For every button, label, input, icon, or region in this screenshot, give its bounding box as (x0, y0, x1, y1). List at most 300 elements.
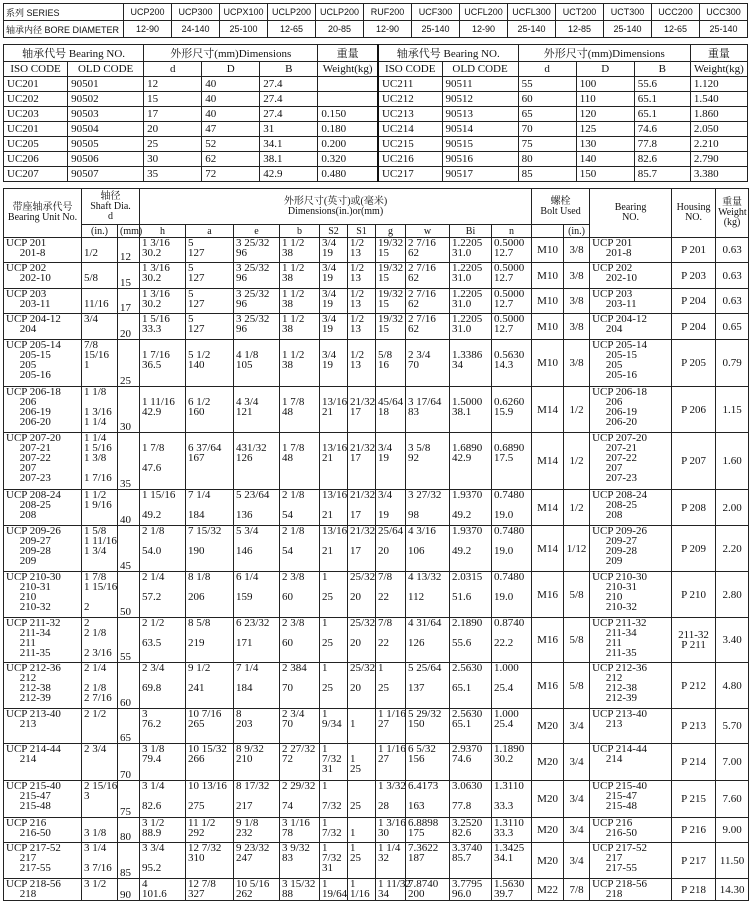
iso-code-header: ISO CODE (4, 62, 68, 77)
dim-b: 2 384 70 (280, 663, 320, 709)
dim-h: 2 3/4 69.8 (140, 663, 186, 709)
shaft-mm: 80 (118, 818, 140, 843)
left-old-code: 90507 (68, 167, 144, 182)
bolt-size: M10 (532, 289, 564, 314)
bolt-size: M14 (532, 526, 564, 572)
left-D: 40 (202, 92, 260, 107)
weight: 2.20 (716, 526, 749, 572)
bearing-no: UCP 218-56 218 (590, 879, 672, 901)
bolt-size: M22 (532, 879, 564, 901)
dim-h: 1 5/16 33.3 (140, 314, 186, 340)
dim-s2: 1 9/34 (320, 709, 348, 744)
bolt-size: M10 (532, 340, 564, 387)
dim-bi: 1.2205 31.0 (450, 314, 492, 340)
housing-no: P 218 (672, 879, 716, 901)
bolt-size: M10 (532, 238, 564, 263)
housing-no: P 208 (672, 490, 716, 526)
right-iso-code: UC217 (378, 167, 442, 182)
dim-a: 5 127 (186, 289, 234, 314)
bolt-in: 7/8 (564, 879, 590, 901)
unit-no: UCP 205-14 205-15 205 205-16 (4, 340, 82, 387)
series-name: UCT200 (556, 4, 604, 21)
unit-no: UCP 216 216-50 (4, 818, 82, 843)
unit-header: 带座轴承代号 Bearing Unit No. (4, 189, 82, 238)
dim-w: 4 3/16 106 (406, 526, 450, 572)
bearing-no-main-header: Bearing NO. (590, 189, 672, 238)
housing-no: P 213 (672, 709, 716, 744)
bolt-in: 3/8 (564, 263, 590, 289)
dim-b: 3 9/32 83 (280, 843, 320, 879)
shaft-in: 2 15/16 3 (82, 781, 118, 818)
housing-no: P 201 (672, 238, 716, 263)
bearing-no: UCP 207-20 207-21 207-22 207 207-23 (590, 433, 672, 490)
weight-cn-header-right: 重量 (690, 45, 747, 62)
table-row (4, 818, 749, 843)
dim-bi: 3.0630 77.8 (450, 781, 492, 818)
dim-w: 6.8898 175 (406, 818, 450, 843)
dim-h: 1 15/16 49.2 (140, 490, 186, 526)
table-row (4, 843, 749, 879)
housing-no: P 206 (672, 387, 716, 433)
bolt-size: M20 (532, 744, 564, 781)
weight: 7.00 (716, 744, 749, 781)
series-bore: 12-90 (124, 21, 172, 38)
dim-bi: 1.2205 31.0 (450, 263, 492, 289)
housing-no: P 207 (672, 433, 716, 490)
dim-s2: 13/16 21 (320, 526, 348, 572)
left-D: 52 (202, 137, 260, 152)
old-code-header: OLD CODE (68, 62, 144, 77)
dim-a: 5 127 (186, 238, 234, 263)
dim-e: 3 25/32 96 (234, 238, 280, 263)
weight: 2.00 (716, 490, 749, 526)
table-row (4, 263, 749, 289)
dim-g: 1 3/32 28 (376, 781, 406, 818)
right-old-code: 90512 (442, 92, 518, 107)
right-D: 130 (576, 137, 634, 152)
dim-g: 1 1/16 27 (376, 709, 406, 744)
bolt-in: 5/8 (564, 572, 590, 618)
bolt-in: 3/4 (564, 744, 590, 781)
dim-s1: 21/32 17 (348, 387, 376, 433)
right-B: 85.7 (634, 167, 690, 182)
dim-h: 1 3/16 30.2 (140, 238, 186, 263)
left-old-code: 90504 (68, 122, 144, 137)
housing-no: P 209 (672, 526, 716, 572)
series-name: UCP200 (124, 4, 172, 21)
series-bore: 12-65 (652, 21, 700, 38)
dim-h: 2 1/2 63.5 (140, 618, 186, 663)
dim-g: 45/64 18 (376, 387, 406, 433)
col-s1: S1 (348, 225, 376, 238)
dim-a: 5 127 (186, 314, 234, 340)
dim-h: 3 1/8 79.4 (140, 744, 186, 781)
dim-g: 3/4 19 (376, 490, 406, 526)
dim-s1: 21/32 17 (348, 526, 376, 572)
left-iso-code: UC206 (4, 152, 68, 167)
shaft-mm: 60 (118, 663, 140, 709)
dim-bi: 1.9370 49.2 (450, 526, 492, 572)
dim-s2: 3/4 19 (320, 289, 348, 314)
shaft-mm: 25 (118, 340, 140, 387)
dim-bi: 1.2205 31.0 (450, 238, 492, 263)
dim-bi: 2.0315 51.6 (450, 572, 492, 618)
left-weight: 0.320 (318, 152, 378, 167)
dim-e: 3 25/32 96 (234, 314, 280, 340)
dim-bi: 3.3740 85.7 (450, 843, 492, 879)
weight: 0.63 (716, 263, 749, 289)
dim-e: 6 1/4 159 (234, 572, 280, 618)
unit-no: UCP 217-52 217 217-55 (4, 843, 82, 879)
bearing-no: UCP 210-30 210-31 210 210-32 (590, 572, 672, 618)
dim-w: 5 29/32 150 (406, 709, 450, 744)
bearing-no: UCP 216 216-50 (590, 818, 672, 843)
right-iso-code: UC215 (378, 137, 442, 152)
weight-cn-header: 重量 (318, 45, 378, 62)
dim-n: 1.3110 33.3 (492, 818, 532, 843)
bearing-no-header: 轴承代号 Bearing NO. (4, 45, 144, 62)
col-bi: Bi (450, 225, 492, 238)
dim-b: 2 27/32 72 (280, 744, 320, 781)
dim-w: 7.8740 200 (406, 879, 450, 901)
housing-no: P 204 (672, 289, 716, 314)
bolt-size: M16 (532, 618, 564, 663)
shaft-mm: 65 (118, 709, 140, 744)
dim-a: 9 1/2 241 (186, 663, 234, 709)
shaft-mm: 45 (118, 526, 140, 572)
iso-code-header-right: ISO CODE (378, 62, 442, 77)
bearing-no: UCP 213-40 213 (590, 709, 672, 744)
left-d: 25 (144, 137, 202, 152)
bearing-no: UCP 209-26 209-27 209-28 209 (590, 526, 672, 572)
housing-no: P 205 (672, 340, 716, 387)
unit-no: UCP 214-44 214 (4, 744, 82, 781)
right-weight: 2.050 (690, 122, 747, 137)
dim-bi: 1.6890 42.9 (450, 433, 492, 490)
left-iso-code: UC207 (4, 167, 68, 182)
series-bore: 25-140 (700, 21, 748, 38)
dim-h: 3 1/2 88.9 (140, 818, 186, 843)
dim-s1: 1 25 (348, 843, 376, 879)
shaft-mm: 20 (118, 314, 140, 340)
shaft-in: 3/4 (82, 314, 118, 340)
bearing-no: UCP 205-14 205-15 205 205-16 (590, 340, 672, 387)
left-weight: 0.180 (318, 122, 378, 137)
dim-s2: 1 7/32 31 (320, 744, 348, 781)
bolt-in: 5/8 (564, 663, 590, 709)
shaft-in: 1 1/2 1 9/16 (82, 490, 118, 526)
dim-s1: 25 (348, 781, 376, 818)
table-row (4, 572, 749, 618)
right-weight: 1.540 (690, 92, 747, 107)
dim-bi: 3.2520 82.6 (450, 818, 492, 843)
weight-header-right: Weight(kg) (690, 62, 747, 77)
right-B: 65.1 (634, 107, 690, 122)
dim-e: 8 9/32 210 (234, 744, 280, 781)
left-D: 72 (202, 167, 260, 182)
left-d: 15 (144, 92, 202, 107)
dim-w: 3 17/64 83 (406, 387, 450, 433)
dim-w: 7.3622 187 (406, 843, 450, 879)
dim-h: 1 7/16 36.5 (140, 340, 186, 387)
unit-no: UCP 207-20 207-21 207-22 207 207-23 (4, 433, 82, 490)
col-h: h (140, 225, 186, 238)
shaft-in: 5/8 (82, 263, 118, 289)
dim-n: 0.7480 19.0 (492, 526, 532, 572)
right-d: 85 (518, 167, 576, 182)
dim-s1: 1/2 13 (348, 238, 376, 263)
dim-a: 6 37/64 167 (186, 433, 234, 490)
dim-w: 6.4173 163 (406, 781, 450, 818)
bolt-size: M20 (532, 781, 564, 818)
d-header-right: d (518, 62, 576, 77)
unit-no: UCP 208-24 208-25 208 (4, 490, 82, 526)
dim-e: 3 25/32 96 (234, 263, 280, 289)
dim-s2: 13/16 21 (320, 490, 348, 526)
right-old-code: 90516 (442, 152, 518, 167)
right-B: 65.1 (634, 92, 690, 107)
dim-w: 3 27/32 98 (406, 490, 450, 526)
dim-s2: 3/4 19 (320, 238, 348, 263)
right-weight: 1.860 (690, 107, 747, 122)
dim-g: 7/8 22 (376, 572, 406, 618)
table-row (4, 340, 749, 387)
unit-no: UCP 204-12 204 (4, 314, 82, 340)
housing-no: P 214 (672, 744, 716, 781)
table-row (4, 781, 749, 818)
left-B: 27.4 (260, 107, 318, 122)
shaft-mm: 50 (118, 572, 140, 618)
left-d: 30 (144, 152, 202, 167)
weight: 0.63 (716, 238, 749, 263)
col-e: e (234, 225, 280, 238)
dim-g: 7/8 22 (376, 618, 406, 663)
left-d: 17 (144, 107, 202, 122)
dim-b: 2 1/8 54 (280, 526, 320, 572)
dim-a: 10 13/16 275 (186, 781, 234, 818)
right-iso-code: UC214 (378, 122, 442, 137)
dim-g: 1 1/16 27 (376, 744, 406, 781)
dim-bi: 2.5630 65.1 (450, 663, 492, 709)
left-B: 27.4 (260, 92, 318, 107)
table-row (4, 663, 749, 709)
shaft-mm: 30 (118, 387, 140, 433)
series-bore: 12-90 (460, 21, 508, 38)
dim-b: 2 29/32 74 (280, 781, 320, 818)
series-bore: 24-140 (172, 21, 220, 38)
bearing-no: UCP 208-24 208-25 208 (590, 490, 672, 526)
weight: 7.60 (716, 781, 749, 818)
left-D: 47 (202, 122, 260, 137)
dim-b: 1 7/8 48 (280, 387, 320, 433)
series-bore: 25-140 (508, 21, 556, 38)
dim-s1: 1 (348, 818, 376, 843)
d-header: d (144, 62, 202, 77)
shaft-mm: 55 (118, 618, 140, 663)
bolt-size: M10 (532, 263, 564, 289)
mm-header: (mm) (118, 225, 140, 238)
dim-a: 12 7/32 310 (186, 843, 234, 879)
dim-g: 1 3/16 30 (376, 818, 406, 843)
col-n: n (492, 225, 532, 238)
dim-s2: 13/16 21 (320, 387, 348, 433)
weight-header: Weight(kg) (318, 62, 378, 77)
dim-w: 2 7/16 62 (406, 238, 450, 263)
dim-b: 2 3/4 70 (280, 709, 320, 744)
dim-s1: 25/32 20 (348, 663, 376, 709)
dim-bi: 1.3386 34 (450, 340, 492, 387)
housing-no: P 210 (672, 572, 716, 618)
dim-s2: 1 19/64 (320, 879, 348, 901)
bolt-in: 3/8 (564, 289, 590, 314)
shaft-mm: 75 (118, 781, 140, 818)
series-bore: 12-85 (556, 21, 604, 38)
in-header: (in.) (82, 225, 118, 238)
dim-n: 1.5630 39.7 (492, 879, 532, 901)
right-D: 150 (576, 167, 634, 182)
series-name: UCT300 (604, 4, 652, 21)
weight: 9.00 (716, 818, 749, 843)
series-bore: 25-100 (220, 21, 268, 38)
dim-n: 1.000 25.4 (492, 709, 532, 744)
table-row (4, 490, 749, 526)
dim-g: 19/32 15 (376, 314, 406, 340)
shaft-in: 2 3/4 (82, 744, 118, 781)
shaft-header: 轴径 Shaft Dia. d (82, 189, 140, 225)
unit-no: UCP 209-26 209-27 209-28 209 (4, 526, 82, 572)
dim-w: 3 5/8 92 (406, 433, 450, 490)
table-row (4, 744, 749, 781)
dim-n: 0.5000 12.7 (492, 238, 532, 263)
unit-no: UCP 212-36 212 212-38 212-39 (4, 663, 82, 709)
B-header-right: B (634, 62, 690, 77)
dim-a: 5 1/2 140 (186, 340, 234, 387)
housing-no: 211-32 P 211 (672, 618, 716, 663)
dim-a: 5 127 (186, 263, 234, 289)
right-B: 77.8 (634, 137, 690, 152)
dim-e: 4 3/4 121 (234, 387, 280, 433)
dim-s1: 1/2 13 (348, 263, 376, 289)
table-row (4, 618, 749, 663)
weight: 2.80 (716, 572, 749, 618)
weight: 0.65 (716, 314, 749, 340)
dim-g: 1 1/4 32 (376, 843, 406, 879)
dim-s1: 1/2 13 (348, 314, 376, 340)
dim-h: 1 3/16 30.2 (140, 289, 186, 314)
dim-n: 0.5000 12.7 (492, 314, 532, 340)
dim-a: 10 15/32 266 (186, 744, 234, 781)
table-row (4, 314, 749, 340)
unit-no: UCP 206-18 206 206-19 206-20 (4, 387, 82, 433)
housing-no: P 212 (672, 663, 716, 709)
dim-s2: 3/4 19 (320, 314, 348, 340)
weight-main-header: 重量 Weight (kg) (716, 189, 749, 238)
left-iso-code: UC205 (4, 137, 68, 152)
D-header-right: D (576, 62, 634, 77)
bolt-size: M20 (532, 709, 564, 744)
right-iso-code: UC213 (378, 107, 442, 122)
table-row (4, 238, 749, 263)
shaft-mm: 17 (118, 289, 140, 314)
dim-s2: 1 7/32 (320, 818, 348, 843)
dimensions-header: 外形尺寸(mm)Dimensions (144, 45, 318, 62)
shaft-mm: 35 (118, 433, 140, 490)
shaft-mm: 40 (118, 490, 140, 526)
series-name: UCF300 (412, 4, 460, 21)
bolt-size: M14 (532, 433, 564, 490)
shaft-in: 3 1/4 3 7/16 (82, 843, 118, 879)
dim-w: 4 31/64 126 (406, 618, 450, 663)
bolt-in: 1/2 (564, 433, 590, 490)
shaft-mm: 15 (118, 263, 140, 289)
bearing-no: UCP 212-36 212 212-38 212-39 (590, 663, 672, 709)
left-iso-code: UC202 (4, 92, 68, 107)
dim-b: 1 1/2 38 (280, 289, 320, 314)
table-row (4, 709, 749, 744)
bolt-in: 3/4 (564, 781, 590, 818)
left-B: 42.9 (260, 167, 318, 182)
dim-w: 4 13/32 112 (406, 572, 450, 618)
bearing-no-header-right: 轴承代号 Bearing NO. (378, 45, 518, 62)
series-name: UCP300 (172, 4, 220, 21)
weight: 4.80 (716, 663, 749, 709)
right-weight: 3.380 (690, 167, 747, 182)
series-name: UCLP200 (268, 4, 316, 21)
bolt-size: M16 (532, 572, 564, 618)
dim-a: 11 1/2 292 (186, 818, 234, 843)
bolt-in-header: (in.) (564, 225, 590, 238)
dim-s1: 1/2 13 (348, 340, 376, 387)
dim-s2: 1 25 (320, 572, 348, 618)
housing-no: P 217 (672, 843, 716, 879)
dim-n: 1.1890 30.2 (492, 744, 532, 781)
bearing-no: UCP 202 202-10 (590, 263, 672, 289)
right-old-code: 90511 (442, 77, 518, 92)
col-w: w (406, 225, 450, 238)
bolt-in: 3/8 (564, 238, 590, 263)
dim-s1: 25/32 20 (348, 572, 376, 618)
right-iso-code: UC212 (378, 92, 442, 107)
dim-w: 6 5/32 156 (406, 744, 450, 781)
dim-s2: 1 25 (320, 618, 348, 663)
dim-b: 1 1/2 38 (280, 263, 320, 289)
dim-a: 8 1/8 206 (186, 572, 234, 618)
shaft-mm: 85 (118, 843, 140, 879)
left-old-code: 90503 (68, 107, 144, 122)
dim-g: 19/32 15 (376, 238, 406, 263)
shaft-in: 2 1/4 2 1/8 2 7/16 (82, 663, 118, 709)
shaft-in: 1 5/8 1 11/16 1 3/4 (82, 526, 118, 572)
dim-s1: 25/32 20 (348, 618, 376, 663)
dim-s2: 13/16 21 (320, 433, 348, 490)
dim-a: 12 7/8 327 (186, 879, 234, 901)
bolt-size: M20 (532, 843, 564, 879)
shaft-in: 1 1/8 1 3/16 1 1/4 (82, 387, 118, 433)
series-name: UCC200 (652, 4, 700, 21)
right-iso-code: UC211 (378, 77, 442, 92)
left-iso-code: UC203 (4, 107, 68, 122)
bolt-in: 1/2 (564, 387, 590, 433)
unit-no: UCP 210-30 210-31 210 210-32 (4, 572, 82, 618)
right-D: 110 (576, 92, 634, 107)
bolt-size: M16 (532, 663, 564, 709)
dim-a: 8 5/8 219 (186, 618, 234, 663)
dim-bi: 1.2205 31.0 (450, 289, 492, 314)
dim-n: 1.000 25.4 (492, 663, 532, 709)
dim-a: 6 1/2 160 (186, 387, 234, 433)
bolt-size: M10 (532, 314, 564, 340)
dim-e: 5 3/4 146 (234, 526, 280, 572)
